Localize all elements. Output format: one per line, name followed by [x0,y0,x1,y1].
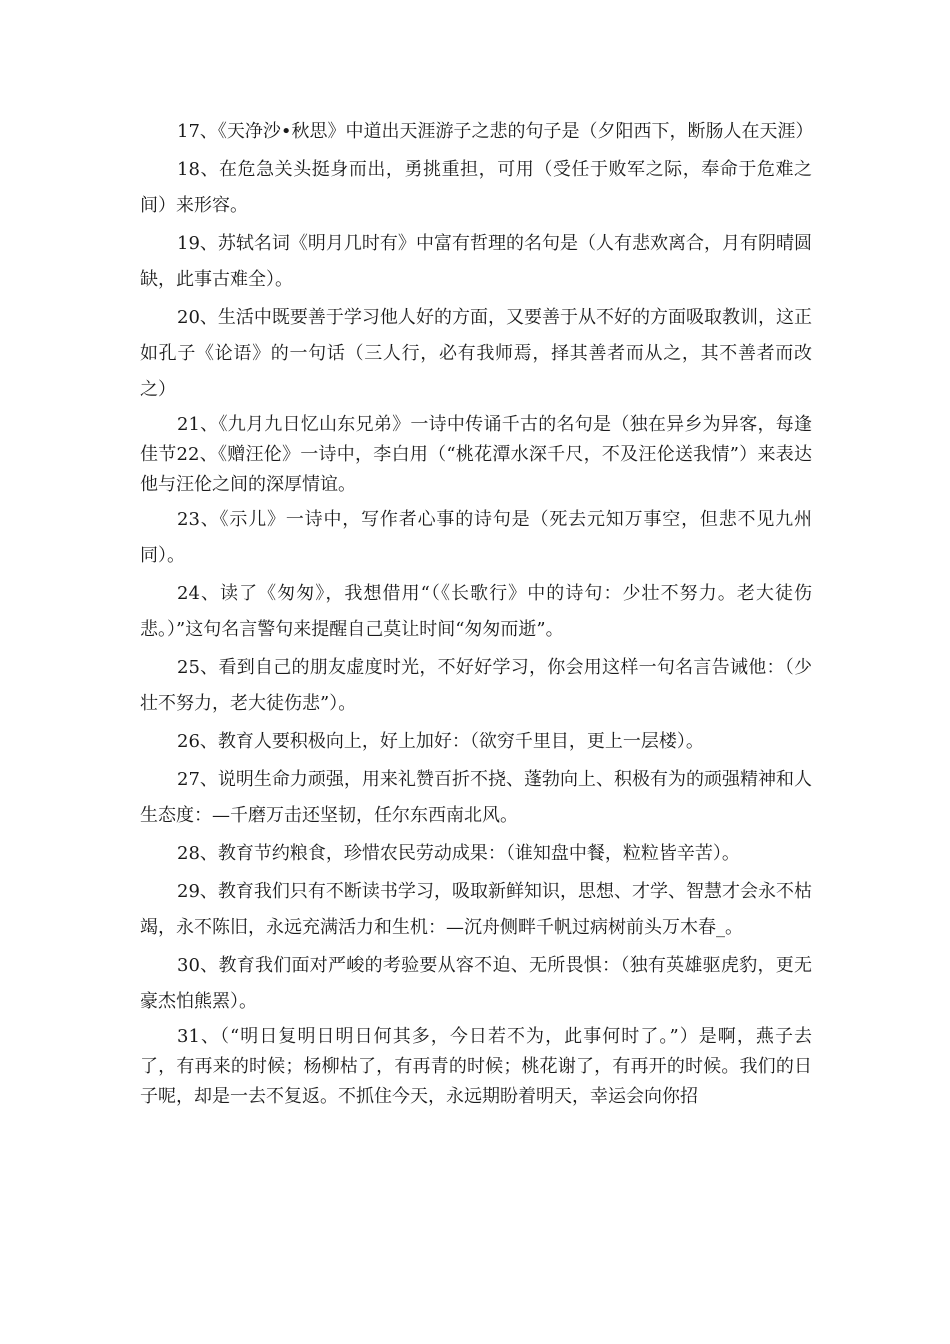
paragraph-19: 19、苏轼名词《明月几时有》中富有哲理的名句是（人有悲欢离合，月有阴晴圆缺，此事古难全）。 [140,233,812,290]
paragraph-20: 20、生活中既要善于学习他人好的方面，又要善于从不好的方面吸取教训，这正如孔子《论语》的一句话（三人行，必有我师焉，择其善者而从之，其不善者而改之） [140,307,812,400]
paragraph-28: 28、教育节约粮食，珍惜农民劳动成果：（谁知盘中餐，粒粒皆辛苦）。 [177,843,740,864]
paragraph-27: 27、说明生命力顽强，用来礼赞百折不挠、蓬勃向上、积极有为的顽强精神和人生态度：—千磨万击还坚韧，任尔东西南北风。 [140,769,812,826]
paragraph-26: 26、教育人要积极向上，好上加好：（欲穷千里目，更上一层楼）。 [177,731,704,752]
paragraph-17: 17、《天净沙•秋思》中道出天涯游子之悲的句子是（夕阳西下，断肠人在天涯） [177,121,814,142]
paragraph-30: 30、教育我们面对严峻的考验要从容不迫、无所畏惧：（独有英雄驱虎豹，更无豪杰怕熊罴）。 [140,955,812,1012]
paragraph-29: 29、教育我们只有不断读书学习，吸取新鲜知识，思想、才学、智慧才会永不枯竭，永不陈旧，永远充满活力和生机：—沉舟侧畔千帆过病树前头万木春_。 [140,881,812,938]
paragraph-18: 18、在危急关头挺身而出，勇挑重担，可用（受任于败军之际，奉命于危难之间）来形容。 [140,159,812,216]
paragraph-24: 24、读了《匆匆》，我想借用“（《长歌行》中的诗句：少壮不努力。老大徒伤悲。）”这句名言警句来提醒自己莫让时间“匆匆而逝”。 [140,583,812,640]
paragraph-31: 31、（“明日复明日明日何其多，今日若不为，此事何时了。”）是啊，燕子去了，有再来的时候；杨柳枯了，有再青的时候；桃花谢了，有再开的时候。我们的日子呢，却是一去不复返。不抓住今天，永远期盼着明天，幸运会向你招 [140,1026,812,1107]
document-body [140,114,812,1114]
paragraph-23: 23、《示儿》一诗中，写作者心事的诗句是（死去元知万事空，但悲不见九州同）。 [140,509,812,566]
paragraph-25: 25、看到自己的朋友虚度时光，不好好学习，你会用这样一句名言告诫他：（少壮不努力，老大徒伤悲”）。 [140,657,812,714]
paragraph-21-22: 21、《九月九日忆山东兄弟》一诗中传诵千古的名句是（独在异乡为异客，每逢佳节22、《赠汪伦》一诗中，李白用（“桃花潭水深千尺，不及汪伦送我情”）来表达他与汪伦之间的深厚情谊。 [140,414,812,495]
